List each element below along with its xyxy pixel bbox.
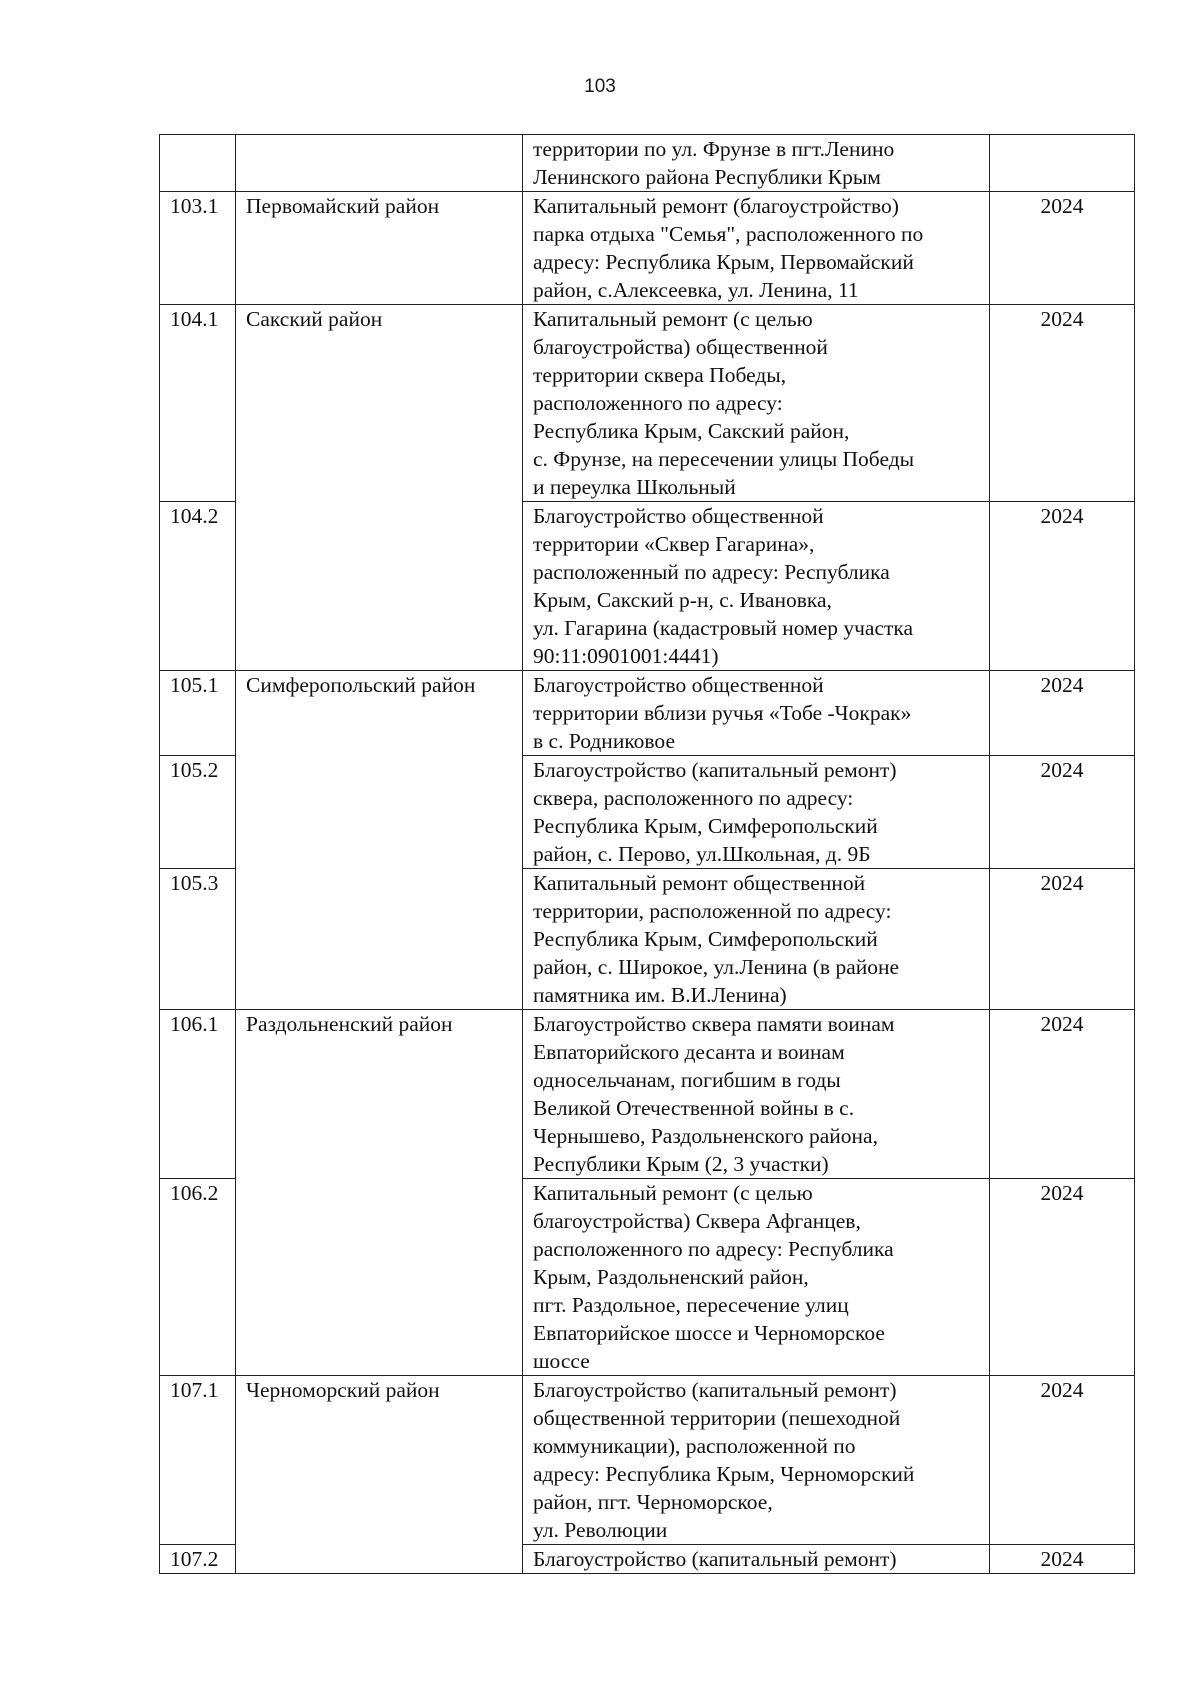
description-line: ул. Гагарина (кадастровый номер участка: [533, 616, 914, 640]
description-line: территории по ул. Фрунзе в пгт.Ленино: [533, 137, 895, 161]
description-line: территории сквера Победы,: [533, 363, 787, 387]
table-row: [160, 305, 1135, 502]
description-line: Благоустройство общественной: [533, 673, 824, 697]
description-line: расположенного по адресу: Республика: [533, 1237, 894, 1261]
description-line: Великой Отечественной войны в с.: [533, 1096, 855, 1120]
description-line: Благоустройство (капитальный ремонт): [533, 1547, 897, 1571]
description-cell: [523, 1376, 990, 1545]
description-line: расположенного по адресу:: [533, 391, 783, 415]
description-line: с. Фрунзе, на пересечении улицы Победы: [533, 447, 915, 471]
description-line: район, с.Алексеевка, ул. Ленина, 11: [533, 278, 859, 302]
description-line: Ленинского района Республики Крым: [533, 165, 881, 189]
page-number: 103: [584, 76, 616, 97]
description-cell: [523, 869, 990, 1010]
row-number: 103.1: [160, 192, 236, 305]
district-cell: Сакский район: [236, 305, 523, 671]
description-cell: [523, 1010, 990, 1179]
description-line: Чернышево, Раздольненского района,: [533, 1124, 878, 1148]
description-line: Капитальный ремонт (с целью: [533, 1181, 813, 1205]
description-line: Капитальный ремонт (с целью: [533, 307, 813, 331]
description-cell: [523, 305, 990, 502]
year-cell: 2024: [990, 671, 1135, 756]
table-row: [160, 671, 1135, 756]
description-line: Капитальный ремонт (благоустройство): [533, 194, 899, 218]
description-line: памятника им. В.И.Ленина): [533, 983, 787, 1007]
description-line: Благоустройство общественной: [533, 504, 824, 528]
district-cell: Первомайский район: [236, 192, 523, 305]
description-line: шоссе: [533, 1349, 590, 1373]
row-number: [160, 135, 236, 192]
row-number: 105.3: [160, 869, 236, 1010]
description-line: Крым, Раздольненский район,: [533, 1265, 809, 1289]
description-line: территории, расположенной по адресу:: [533, 899, 892, 923]
description-line: Евпаторийского десанта и воинам: [533, 1040, 845, 1064]
description-cell: [523, 192, 990, 305]
description-line: Крым, Сакский р-н, с. Ивановка,: [533, 588, 832, 612]
description-line: односельчанам, погибшим в годы: [533, 1068, 841, 1092]
table-row: [160, 135, 1135, 192]
description-line: в с. Родниковое: [533, 729, 675, 753]
description-line: благоустройства) Сквера Афганцев,: [533, 1209, 861, 1233]
description-line: район, с. Перово, ул.Школьная, д. 9Б: [533, 842, 871, 866]
table-row: [160, 1010, 1135, 1179]
description-cell: [523, 1179, 990, 1376]
description-line: ул. Революции: [533, 1518, 668, 1542]
district-cell: Симферопольский район: [236, 671, 523, 1010]
table-body: [160, 135, 1135, 1574]
description-line: Евпаторийское шоссе и Черноморское: [533, 1321, 885, 1345]
description-line: пгт. Раздольное, пересечение улиц: [533, 1293, 849, 1317]
description-line: адресу: Республика Крым, Черноморский: [533, 1462, 915, 1486]
description-line: территории вблизи ручья «Тобе -Чокрак»: [533, 701, 912, 725]
row-number: 104.1: [160, 305, 236, 502]
description-line: благоустройства) общественной: [533, 335, 828, 359]
year-cell: 2024: [990, 869, 1135, 1010]
year-cell: [990, 135, 1135, 192]
description-cell: [523, 1545, 990, 1574]
description-line: адресу: Республика Крым, Первомайский: [533, 250, 914, 274]
description-line: парка отдыха "Семья", расположенного по: [533, 222, 924, 246]
description-cell: [523, 135, 990, 192]
row-number: 107.1: [160, 1376, 236, 1545]
year-cell: 2024: [990, 1010, 1135, 1179]
projects-table: [159, 134, 1135, 1574]
district-cell: [236, 135, 523, 192]
description-line: Капитальный ремонт общественной: [533, 871, 866, 895]
year-cell: 2024: [990, 1376, 1135, 1545]
year-cell: 2024: [990, 502, 1135, 671]
description-line: территории «Сквер Гагарина»,: [533, 532, 815, 556]
description-line: 90:11:0901001:4441): [533, 644, 719, 668]
row-number: 105.1: [160, 671, 236, 756]
district-cell: Черноморский район: [236, 1376, 523, 1574]
description-line: район, пгт. Черноморское,: [533, 1490, 773, 1514]
description-line: Республика Крым, Сакский район,: [533, 419, 850, 443]
year-cell: 2024: [990, 1179, 1135, 1376]
row-number: 106.2: [160, 1179, 236, 1376]
description-line: Благоустройство (капитальный ремонт): [533, 1378, 897, 1402]
description-line: общественной территории (пешеходной: [533, 1406, 901, 1430]
description-line: Благоустройство (капитальный ремонт): [533, 758, 897, 782]
description-line: Республики Крым (2, 3 участки): [533, 1152, 829, 1176]
year-cell: 2024: [990, 756, 1135, 869]
year-cell: 2024: [990, 192, 1135, 305]
description-line: Республика Крым, Симферопольский: [533, 927, 878, 951]
year-cell: 2024: [990, 1545, 1135, 1574]
description-line: коммуникации), расположенной по: [533, 1434, 856, 1458]
description-line: Благоустройство сквера памяти воинам: [533, 1012, 895, 1036]
description-line: сквера, расположенного по адресу:: [533, 786, 854, 810]
description-line: расположенный по адресу: Республика: [533, 560, 890, 584]
table-row: [160, 1376, 1135, 1545]
row-number: 104.2: [160, 502, 236, 671]
row-number: 106.1: [160, 1010, 236, 1179]
table-row: [160, 192, 1135, 305]
year-cell: 2024: [990, 305, 1135, 502]
description-cell: [523, 671, 990, 756]
description-line: Республика Крым, Симферопольский: [533, 814, 878, 838]
description-line: район, с. Широкое, ул.Ленина (в районе: [533, 955, 900, 979]
row-number: 105.2: [160, 756, 236, 869]
district-cell: Раздольненский район: [236, 1010, 523, 1376]
description-line: и переулка Школьный: [533, 475, 736, 499]
description-cell: [523, 502, 990, 671]
row-number: 107.2: [160, 1545, 236, 1574]
description-cell: [523, 756, 990, 869]
